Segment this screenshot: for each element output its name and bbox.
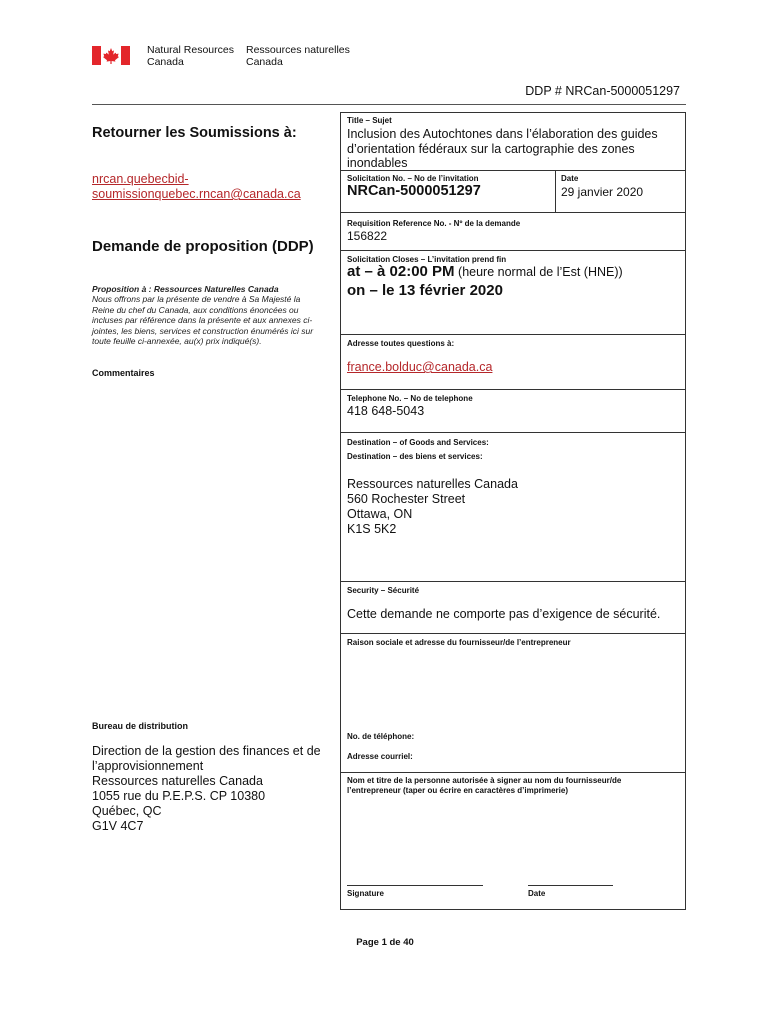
destination-line: Ottawa, ON — [347, 507, 413, 521]
bureau-line: G1V 4C7 — [92, 819, 144, 833]
top-divider — [92, 104, 686, 105]
destination-line: K1S 5K2 — [347, 522, 397, 536]
supplier-phone-label: No. de téléphone: — [347, 732, 415, 741]
date-label: Date — [561, 174, 579, 183]
org-fr-line1: Ressources naturelles — [246, 44, 350, 56]
telephone-label: Telephone No. – No de telephone — [347, 394, 473, 403]
destination-line: 560 Rochester Street — [347, 492, 466, 506]
bureau-label: Bureau de distribution — [92, 721, 189, 731]
return-email-line2: soumissionquebec.rncan@canada.ca — [92, 187, 301, 201]
return-email-link[interactable] — [92, 172, 332, 202]
form-divider — [340, 432, 686, 433]
closes-label: Solicitation Closes – L’invitation prend fin — [347, 255, 507, 264]
date-value: 29 janvier 2020 — [561, 185, 644, 199]
form-divider — [340, 250, 686, 251]
destination-line: Ressources naturelles Canada — [347, 477, 518, 491]
bureau-address — [92, 744, 332, 834]
signature-date-line — [528, 885, 613, 886]
authorized-label-line1: Nom et titre de la personne autorisée à signer au nom du fournisseur/de — [347, 776, 622, 785]
canada-flag-icon — [92, 46, 130, 65]
bureau-line: Québec, QC — [92, 804, 162, 818]
contact-email-link[interactable]: france.bolduc@canada.ca — [347, 360, 493, 374]
signature-line — [347, 885, 483, 886]
supplier-label: Raison sociale et adresse du fournisseur/de l’entrepreneur — [347, 638, 571, 647]
signature-date-label: Date — [528, 889, 546, 898]
org-name-english — [147, 45, 234, 68]
signature-label: Signature — [347, 889, 384, 898]
closes-time — [347, 265, 623, 280]
authorized-label-line2: l’entrepreneur (taper ou écrire en caractères d’imprimerie) — [347, 786, 568, 795]
page-number: Page 1 de 40 — [356, 937, 414, 948]
org-en-line1: Natural Resources — [147, 44, 234, 56]
form-divider — [340, 334, 686, 335]
questions-label: Adresse toutes questions à: — [347, 339, 455, 348]
form-vertical-divider — [555, 170, 556, 212]
title-label: Title – Sujet — [347, 116, 392, 125]
requisition-label: Requisition Reference No. - Nº de la demande — [347, 219, 521, 228]
security-label: Security – Sécurité — [347, 586, 420, 595]
return-email-line1: nrcan.quebecbid- — [92, 172, 189, 186]
form-divider — [340, 389, 686, 390]
proposal-paragraph — [92, 284, 322, 346]
telephone-value: 418 648-5043 — [347, 404, 425, 418]
ddp-number: DDP # NRCan-5000051297 — [525, 84, 680, 98]
ddp-heading: Demande de proposition (DDP) — [92, 238, 314, 255]
proposal-text: Nous offrons par la présente de vendre à Sa Majesté la Reine du chef du Canada, aux conditions énoncées ou incluses par référence dans la présente et aux annexes ci-jointes, les biens, services et construction énumérés ici sur toute feuille ci-annexée, au(x) prix indiqué(s). — [92, 294, 314, 347]
destination-label-fr: Destination – des biens et services: — [347, 452, 483, 461]
title-value: Inclusion des Autochtones dans l’élaboration des guides d’orientation fédéraux sur la cartographie des zones inondables — [347, 127, 658, 170]
bureau-line: Ressources naturelles Canada — [92, 774, 263, 788]
bureau-line: Direction de la gestion des finances et de — [92, 744, 321, 758]
closes-time-bold: at – à 02:00 PM — [347, 263, 455, 280]
destination-label-en: Destination – of Goods and Services: — [347, 438, 489, 447]
closes-date: on – le 13 février 2020 — [347, 282, 503, 299]
org-fr-line2: Canada — [246, 55, 283, 68]
form-divider — [340, 581, 686, 582]
bureau-line: 1055 rue du P.E.P.S. CP 10380 — [92, 789, 266, 803]
proposal-lead: Proposition à : Ressources Naturelles Canada — [92, 284, 279, 294]
destination-address — [347, 477, 518, 537]
solicitation-no-label: Solicitation No. – No de l’invitation — [347, 174, 479, 183]
requisition-value: 156822 — [347, 229, 388, 243]
closes-time-note: (heure normal de l’Est (HNE)) — [454, 265, 623, 279]
org-name-french — [246, 45, 350, 68]
return-heading: Retourner les Soumissions à: — [92, 125, 297, 141]
solicitation-no-value: NRCan-5000051297 — [347, 183, 481, 199]
org-en-line2: Canada — [147, 55, 184, 68]
supplier-email-label: Adresse courriel: — [347, 752, 413, 761]
form-divider — [340, 212, 686, 213]
bureau-line: l’approvisionnement — [92, 759, 204, 773]
form-divider — [340, 633, 686, 634]
comments-label: Commentaires — [92, 368, 155, 378]
form-divider — [340, 772, 686, 773]
security-value: Cette demande ne comporte pas d’exigence de sécurité. — [347, 607, 661, 621]
